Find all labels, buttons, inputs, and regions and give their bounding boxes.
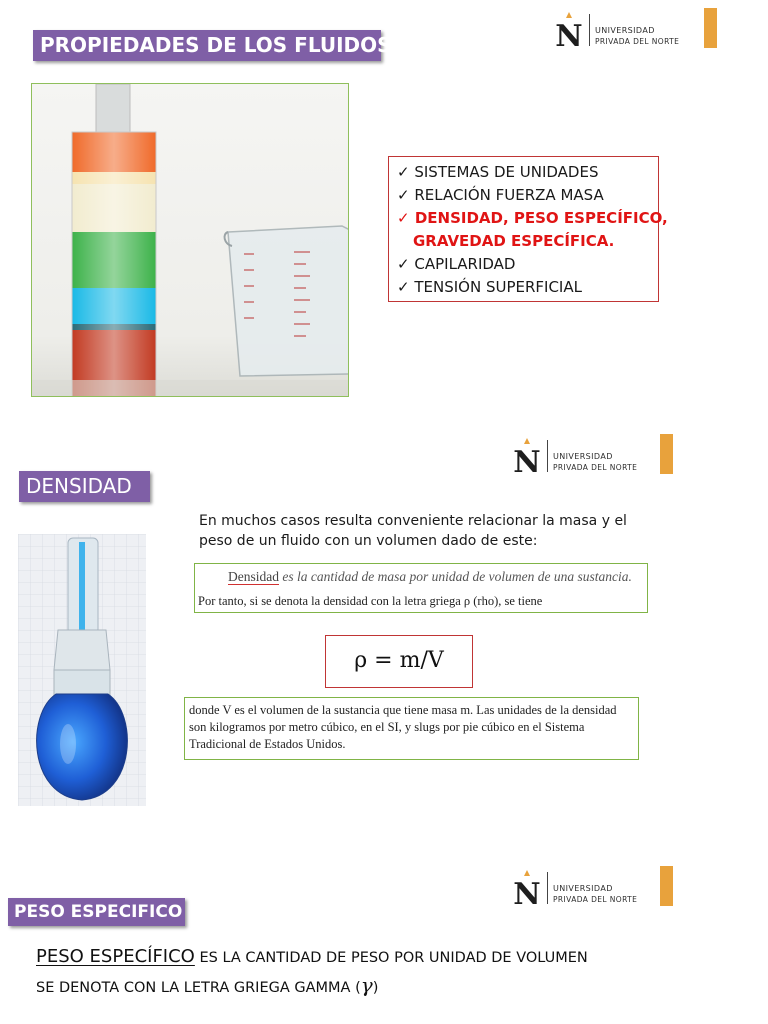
density-definition-box: [194, 563, 648, 613]
density-formula: ρ = m/V: [325, 635, 473, 688]
svg-text:N: N: [555, 19, 583, 50]
logo-text-line1: UNIVERSIDAD: [595, 26, 655, 35]
logo-text-line1: UNIVERSIDAD: [553, 452, 613, 461]
section-title-densidad: DENSIDAD: [19, 471, 150, 502]
logo-accent-bar: [660, 866, 673, 906]
topic-item-gravedad: GRAVEDAD ESPECÍFICA.: [413, 232, 615, 250]
specific-weight-definition: PESO ESPECÍFICO ES LA CANTIDAD DE PESO POR UNIDAD DE VOLUMEN SE DENOTA CON LA LETRA GRIEGA GAMMA (γ): [36, 946, 588, 997]
n-monogram-icon: [511, 436, 543, 476]
n-monogram-icon: [553, 10, 585, 50]
density-definition: Densidad es la cantidad de masa por unidad de volumen de una sustancia.: [228, 569, 632, 584]
logo-accent-bar: [704, 8, 717, 48]
topic-item-densidad: ✓ DENSIDAD, PESO ESPECÍFICO,: [397, 209, 668, 227]
university-logo: [511, 434, 676, 476]
logo-text-line2: PRIVADA DEL NORTE: [595, 37, 680, 46]
n-monogram-icon: [511, 868, 543, 908]
topic-item-capilaridad: ✓ CAPILARIDAD: [397, 255, 516, 273]
density-intro-text: En muchos casos resulta conveniente relacionar la masa y el peso de un fluido con un volumen dado de este:: [199, 513, 627, 549]
logo-text-line2: PRIVADA DEL NORTE: [553, 463, 638, 472]
section-title-peso-especifico: PESO ESPECIFICO: [8, 898, 185, 926]
gamma-symbol: γ: [360, 973, 373, 997]
photo-pycnometer: [18, 534, 146, 806]
logo-accent-bar: [660, 434, 673, 474]
university-logo: [511, 866, 676, 908]
section-title-propiedades: PROPIEDADES DE LOS FLUIDOS: [33, 30, 381, 61]
topics-list-box: [388, 156, 668, 302]
density-rho-note: Por tanto, si se denota la densidad con la letra griega ρ (rho), se tiene: [198, 594, 543, 608]
topic-item-fuerza-masa: ✓ RELACIÓN FUERZA MASA: [397, 186, 604, 204]
specific-weight-term: PESO ESPECÍFICO: [36, 946, 195, 967]
logo-text-line1: UNIVERSIDAD: [553, 884, 613, 893]
photo-layered-liquids: [31, 83, 349, 397]
topic-item-unidades: ✓ SISTEMAS DE UNIDADES: [397, 163, 599, 181]
topic-item-tension: ✓ TENSIÓN SUPERFICIAL: [397, 278, 582, 296]
university-logo: [553, 8, 718, 50]
svg-text:N: N: [513, 445, 541, 476]
svg-text:N: N: [513, 877, 541, 908]
logo-text-line2: PRIVADA DEL NORTE: [553, 895, 638, 904]
density-units-explanation: donde V es el volumen de la sustancia que tiene masa m. Las unidades de la densidad son kilogramos por metro cúbico, en el SI, y slugs por pie cúbico en el Sistema Tradicional de Estados Unidos.: [184, 697, 639, 760]
